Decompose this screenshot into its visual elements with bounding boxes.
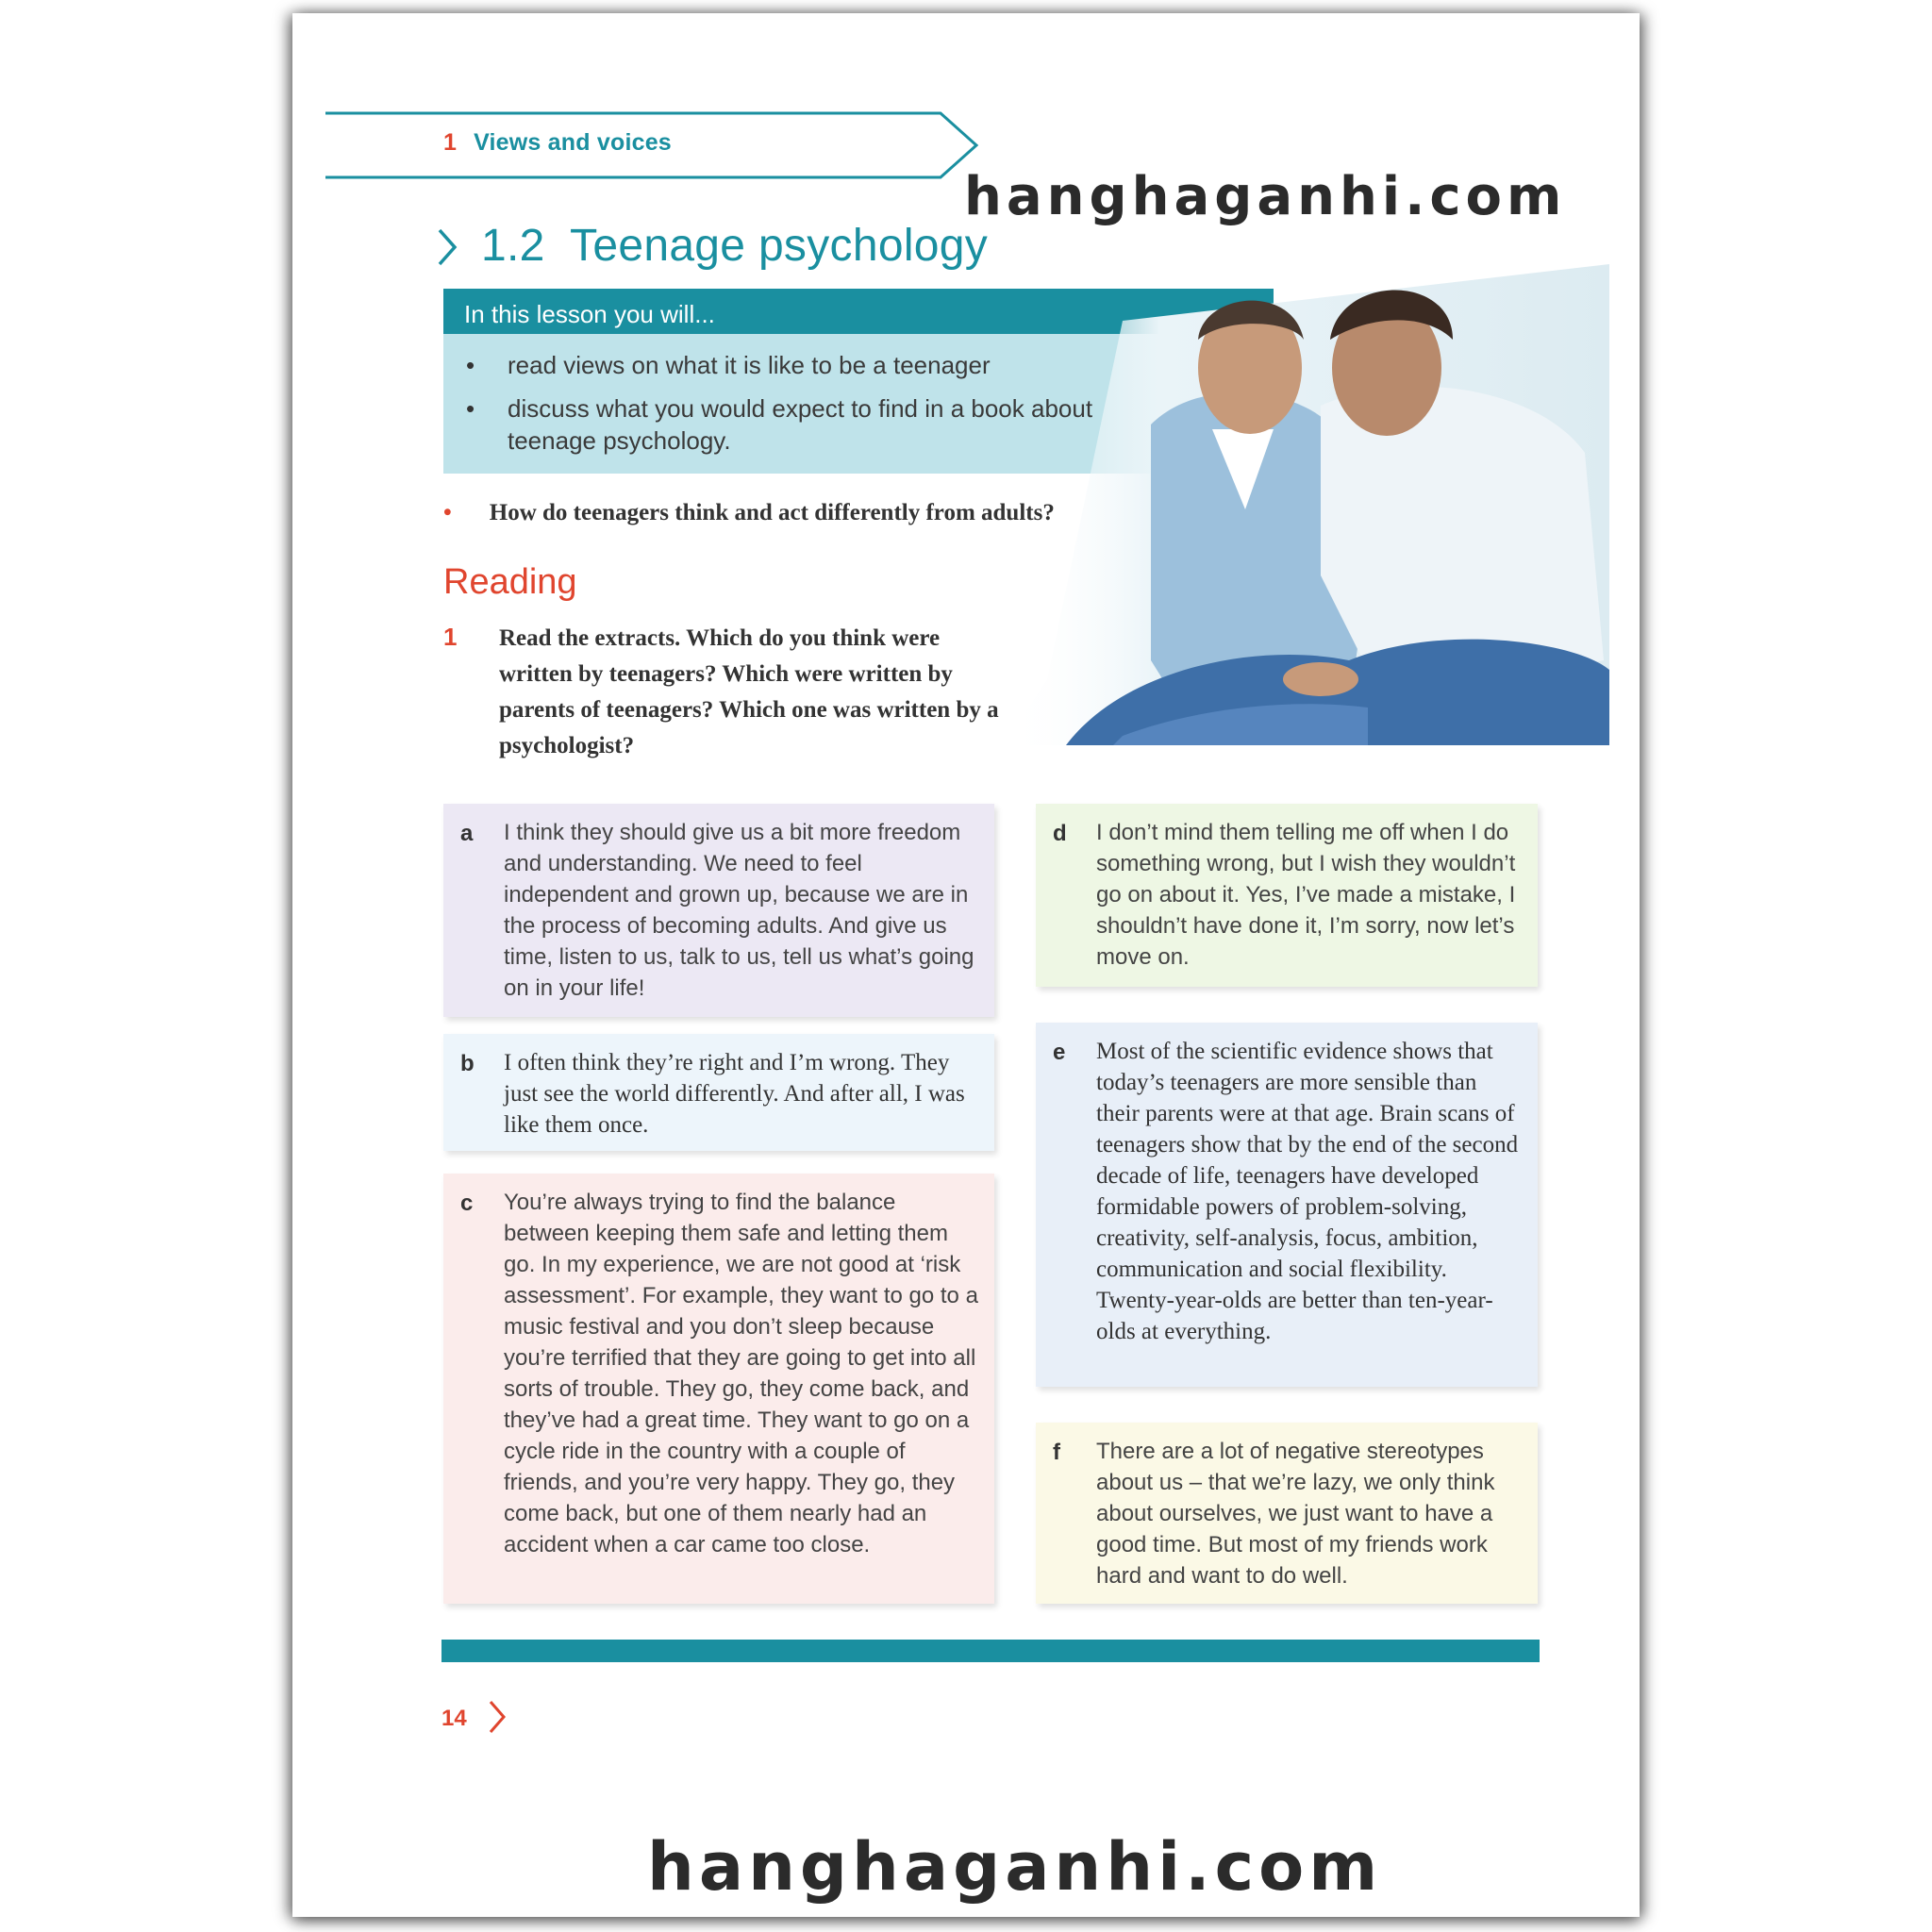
watermark-top: hanghaganhi.com xyxy=(964,166,1567,227)
extract-letter: a xyxy=(460,821,474,846)
discussion-question xyxy=(443,500,1055,526)
extract-card-a xyxy=(443,804,994,1017)
footer-divider-bar xyxy=(441,1640,1540,1662)
lesson-title: 1.2 Teenage psychology xyxy=(481,221,989,271)
extract-text: I often think they’re right and I’m wrong. They just see the world differently. And after all, I was like them once. xyxy=(504,1050,965,1138)
question-text: How do teenagers think and act differently from adults? xyxy=(489,500,1055,525)
chapter-title: Views and voices xyxy=(474,129,672,156)
extract-card-e xyxy=(1036,1023,1538,1387)
chevron-right-icon xyxy=(436,226,460,268)
lesson-objectives-heading: In this lesson you will... xyxy=(464,300,715,328)
extract-card-f xyxy=(1036,1423,1538,1604)
extract-card-b xyxy=(443,1034,994,1151)
chevron-right-icon xyxy=(487,1698,508,1736)
father-and-son-photo xyxy=(1009,264,1609,745)
extract-text: You’re always trying to find the balance between keeping them safe and letting them go. In my experience, we are not good at ‘risk assessment’. For example, they want to go to a music festival and you don’t sleep because you’re terrified that they are going to get into all sorts of trouble. They go, they come back, and they’ve had a great time. They want to go on a cycle ride in the country with a couple of friends, and you’re very happy. They go, they come back, but one of them nearly had an accident when a car came too close. xyxy=(504,1190,978,1557)
watermark-bottom: hanghaganhi.com xyxy=(647,1828,1383,1906)
extract-letter: b xyxy=(460,1051,475,1076)
chapter-label xyxy=(443,129,672,157)
extract-text: I think they should give us a bit more freedom and understanding. We need to feel independent and grown up, because we are in the process of becoming adults. And give us time, listen to us, talk to us, tell us what’s going on in your life! xyxy=(504,820,974,1001)
extract-letter: d xyxy=(1053,821,1067,846)
extract-card-c xyxy=(443,1174,994,1604)
extract-text: There are a lot of negative stereotypes about us – that we’re lazy, we only think about ourselves, we just want to have a good time. But most of my friends work hard and want to do well. xyxy=(1096,1439,1495,1589)
bullet-dot: • xyxy=(443,500,452,525)
exercise-number: 1 xyxy=(443,623,458,651)
chapter-number: 1 xyxy=(443,129,458,156)
extract-letter: e xyxy=(1053,1040,1066,1065)
objective-item: • discuss what you would expect to find in a book about teenage psychology. xyxy=(464,392,1181,457)
extract-text: I don’t mind them telling me off when I do something wrong, but I wish they wouldn’t go on about it. Yes, I’ve made a mistake, I shouldn’t have done it, I’m sorry, now let’s move on. xyxy=(1096,820,1516,970)
extract-text: Most of the scientific evidence shows that today’s teenagers are more sensible than their parents were at that age. Brain scans of teenagers show that by the end of the second decade of life, teenagers have developed formidable powers of problem-solving, creativity, self-analysis, focus, ambition, communication and social flexibility. Twenty-year-olds are better than ten-year-olds at everything. xyxy=(1096,1039,1519,1344)
page-number: 14 xyxy=(441,1706,467,1731)
objective-item: • read views on what it is like to be a teenager xyxy=(464,349,1181,381)
exercise-instructions: Read the extracts. Which do you think were written by teenagers? Which were written by parents of teenagers? Which one was written by a psychologist? xyxy=(499,625,999,758)
extract-letter: f xyxy=(1053,1440,1060,1465)
section-heading-reading: Reading xyxy=(443,562,577,602)
extract-card-d xyxy=(1036,804,1538,987)
extract-letter: c xyxy=(460,1191,474,1216)
